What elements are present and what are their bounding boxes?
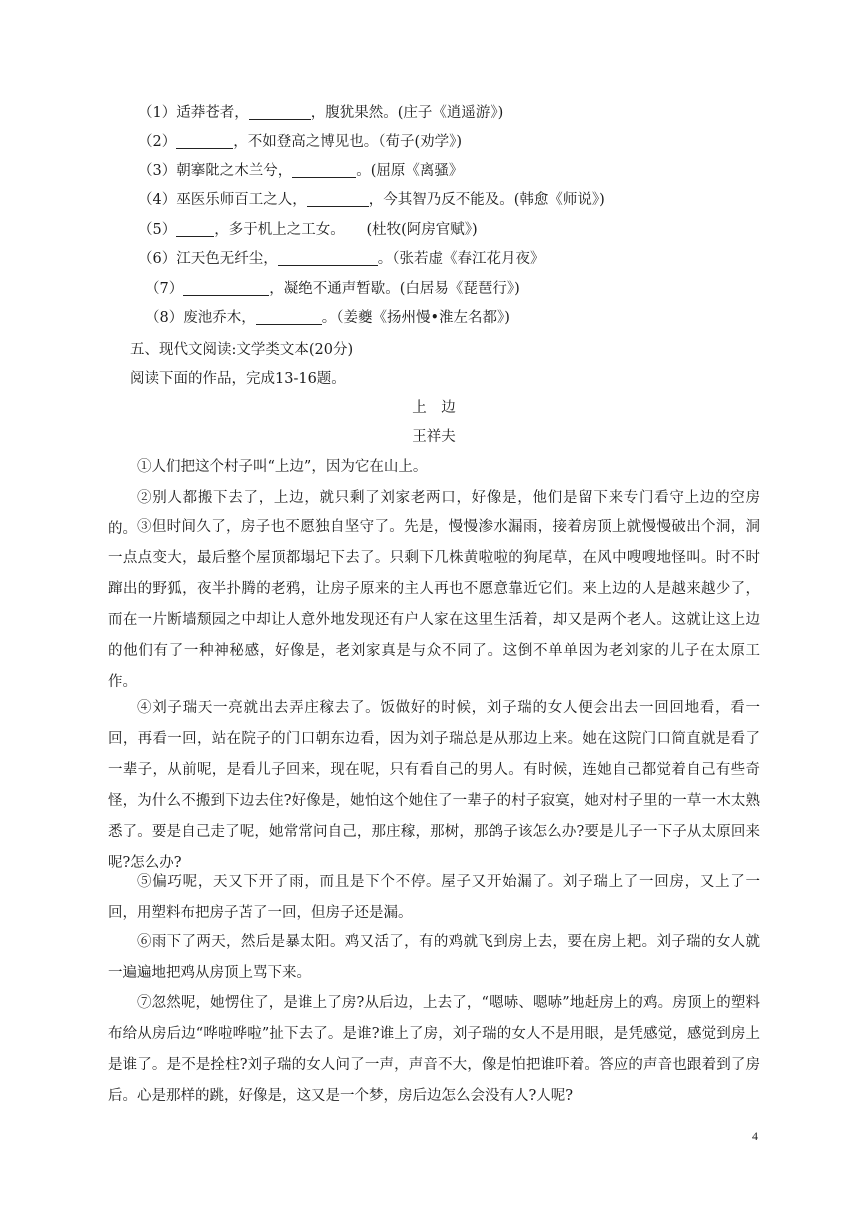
- answer-blank: [278, 251, 378, 266]
- question-1: （1）适莽苍者， ，腹犹果然。(庄子《逍遥游》): [138, 105, 504, 121]
- author-name: 王祥夫: [412, 429, 456, 445]
- question-6: （6）江天色无纤尘， 。（张若虚《春江花月夜》: [138, 251, 545, 267]
- answer-blank: [176, 222, 214, 237]
- paragraph-5: ⑤偏巧呢，天又下开了雨，而且是下个不停。屋子又开始漏了。刘子瑞上了一回房，又上了一回，用塑料布把房子苫了一回，但房子还是漏。: [108, 874, 760, 921]
- answer-blank: [183, 281, 269, 296]
- answer-blank: [176, 134, 233, 149]
- answer-blank: [292, 163, 356, 178]
- answer-blank: [307, 192, 369, 207]
- paragraph-6: ⑥雨下了两天，然后是暴太阳。鸡又活了，有的鸡就飞到房上去，要在房上耙。刘子瑞的女人就一遍遍地把鸡从房顶上骂下来。: [108, 934, 760, 981]
- paragraph-2: ②别人都搬下去了，上边，就只剩了刘家老两口，好像是，他们是留下来专门看守上边的空房的。: [108, 490, 760, 537]
- question-8: （8）废池乔木， 。（姜夔《扬州慢•淮左名都》): [145, 310, 510, 326]
- question-5: （5） ，多于机上之工女。 (杜牧(阿房官赋》): [138, 222, 478, 238]
- question-4: （4）巫医乐师百工之人， ，今其智乃反不能及。(韩愈《师说》): [138, 192, 605, 208]
- question-7: （7） ，凝绝不通声暂歇。(白居易《琵琶行》): [145, 281, 520, 297]
- answer-blank: [249, 105, 311, 120]
- paragraph-7: ⑦忽然呢，她愣住了，是谁上了房?从后边，上去了，“嗯哧、嗯哧”地赶房上的鸡。房顶上的塑料布给从房后边“哗啦哗啦”扯下去了。是谁?谁上了房，刘子瑞的女人不是用眼，是凭感觉，感觉到房上是谁了。是不是拴柱?刘子瑞的女人问了一声，声音不大，像是怕把谁吓着。答应的声音也跟着到了房后。心是那样的跳，好像是，这又是一个梦，房后边怎么会没有人?人呢?: [108, 995, 760, 1104]
- question-2: （2） ，不如登高之博见也。（荀子(劝学》): [138, 134, 463, 150]
- page-number: 4: [752, 1129, 758, 1143]
- paragraph-4: ④刘子瑞天一亮就出去弄庄稼去了。饭做好的时候，刘子瑞的女人便会出去一回回地看，看一回，再看一回，站在院子的门口朝东边看，因为刘子瑞总是从那边上来。她在这院门口简直就是看了一辈子，从前呢，是看儿子回来，现在呢，只有看自己的男人。有时候，连她自己都觉着自己有些奇怪，为什么不搬到下边去住?好像是，她怕这个她住了一辈子的村子寂寞，她对村子里的一草一木太熟悉了。要是自己走了呢，她常常问自己，那庄稼，那树，那鸽子该怎么办?要是儿子一下子从太原回来呢?怎么办?: [108, 700, 760, 871]
- story-title: 上 边: [412, 400, 456, 416]
- paragraph-3: ③但时间久了，房子也不愿独自坚守了。先是，慢慢渗水漏雨，接着房顶上就慢慢破出个洞，洞一点点变大，最后整个屋顶都塌圮下去了。只剩下几株黄啦啦的狗尾草，在风中嗖嗖地怪叫。时不时蹿出的野狐，夜半扑腾的老鸦，让房子原来的主人再也不愿意靠近它们。来上边的人是越来越少了，而在一片断墙颓园之中却让人意外地发现还有户人家在这里生活着，却又是两个老人。这就让这上边的他们有了一种神秘感，好像是，老刘家真是与众不同了。这倒不单单因为老刘家的儿子在太原工作。: [108, 519, 760, 690]
- question-3: （3）朝搴阰之木兰兮， 。(屈原《离骚》: [138, 163, 464, 179]
- instruction-text: 阅读下面的作品，完成13-16题。: [130, 371, 346, 387]
- section-heading: 五、现代文阅读:文学类文本(20分): [130, 342, 354, 358]
- answer-blank: [256, 310, 322, 325]
- paragraph-1: ①人们把这个村子叫“上边”，因为它在山上。: [137, 459, 428, 475]
